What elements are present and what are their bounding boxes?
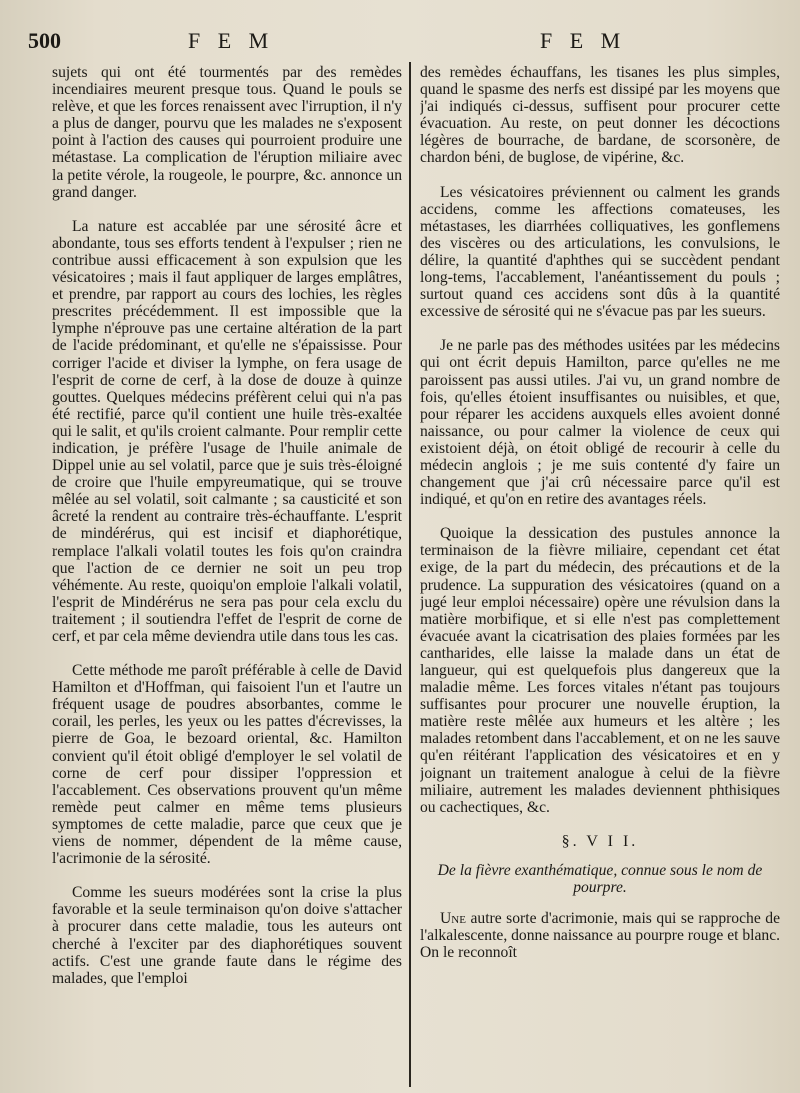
left-column <box>52 64 402 1084</box>
right-column <box>420 64 780 1084</box>
column-divider <box>409 62 411 1087</box>
section-number: §. V I I. <box>561 832 639 850</box>
running-head-right: F E M <box>540 28 627 53</box>
paragraph: Quoique la dessication des pustules annonce la terminaison de la fièvre miliaire, cependant cet état exige, de la part du médecin, des précautions et de la prudence. La suppuration des vésicatoires (quand on a jugé leur emploi nécessaire) opère une révulsion dans la matière morbifique, et si elle n'est pas complettement évacuée avant la cicatrisation des plaies formées par les cantharides, elle laisse la malade dans un état de langueur, qui est quelquefois plus dangereux que la maladie même. Les forces vitales n'étant pas toujours suffisantes pour procurer une nouvelle éruption, la matière reste mêlée aux humeurs et les altère ; les malades retombent dans l'accablement, et on ne les sauve qu'en réitérant l'application des vésicatoires et en y joignant un traitement analogue à celui de la fièvre miliaire, autrement les malades deviennent phthisiques ou cachectiques, &c. <box>420 525 780 816</box>
paragraph: sujets qui ont été tourmentés par des remèdes incendiaires meurent presque tous. Quand le pouls se relève, et que les forces renaissent avec l'irruption, il n'y a plus de danger, pourvu que les malades ne s'exposent point à l'action des causes qui pourroient produire une métastase. La complication de l'éruption miliaire avec la petite vérole, la rougeole, le pourpre, &c. annonce un grand danger. <box>52 64 402 201</box>
paragraph: des remèdes échauffans, les tisanes les plus simples, quand le spasme des nerfs est dissipé par les moyens que j'ai indiqués ci-dessus, suffisent pour procurer cette évacuation. Au reste, on peut donner les décoctions légères de bourrache, de bardane, de scorsonère, de chardon béni, de buglose, de vipérine, &c. <box>420 64 780 167</box>
section-title: De la fièvre exanthématique, connue sous le nom de pourpre. <box>437 861 763 897</box>
paragraph-text: autre sorte d'acrimonie, mais qui se rapproche de l'alkalescente, donne naissance au pourpre rouge et blanc. On le reconnoît <box>420 910 780 962</box>
paragraph <box>420 910 780 961</box>
page-number: 500 <box>28 28 61 53</box>
lead-word: Une <box>440 910 466 928</box>
paragraph: Les vésicatoires préviennent ou calment les grands accidens, comme les affections comateuses, les métastases, les diarrhées colliquatives, les gonflemens des viscères ou des articulations, les convulsions, le délire, la quantité d'aphthes qui se succèdent pendant long-tems, l'accablement, l'anéantissement du pouls ; surtout quand ces accidens sont dûs à la quantité excessive de sérosité qui ne s'évacue pas par les sueurs. <box>420 183 780 321</box>
paragraph: Cette méthode me paroît préférable à celle de David Hamilton et d'Hoffman, qui faisoient l'un et l'autre un fréquent usage de poudres absorbantes, comme le corail, les perles, les yeux ou les pattes d'écrevisses, la pierre de Goa, le bezoard oriental, &c. Hamilton convient qu'il étoit obligé d'employer le sel volatil de corne de cerf pour dissiper l'oppression et l'accablement. Ces observations prouvent qu'un même remède peut calmer en même tems plusieurs symptomes de cette maladie, parce que ceux que je viens de nommer, dépendent de la même cause, l'acrimonie de la sérosité. <box>52 662 402 868</box>
paragraph: Comme les sueurs modérées sont la crise la plus favorable et la seule terminaison qu'on doive s'attacher à procurer dans cette maladie, tous les auteurs ont cherché à l'exciter par des diaphorétiques souvent actifs. C'est une grande faute dans le régime des malades, que l'emploi <box>52 884 402 987</box>
page-header <box>0 28 800 58</box>
paragraph: Je ne parle pas des méthodes usitées par les médecins qui ont écrit depuis Hamilton, parce qu'elles ne me paroissent pas aussi utiles. J'ai vu, un grand nombre de fois, qu'elles étoient insuffisantes ou nuisibles, et que, pour réparer les accidens auxquels elles avoient donné naissance, ou pour calmer la violence de ceux qui existoient déjà, on étoit obligé de recourir à celle du médecin anglois ; je me suis contenté d'y faire un changement que j'ai crû nécessaire parce qu'il est indiqué, et qu'on en retire des avantages réels. <box>420 337 780 509</box>
paragraph: La nature est accablée par une sérosité âcre et abondante, tous ses efforts tendent à l'expulser ; rien ne contribue aussi efficacement à son expulsion que les vésicatoires ; mais il faut appliquer de larges emplâtres, et prendre, par rapport au cours des lochies, les règles prescrites précédemment. Il est impossible que la lymphe n'éprouve pas une certaine altération de la part de l'acide prédominant, et qu'elle ne s'épaississe. Pour corriger l'acide et diviser la lymphe, on fera usage de l'esprit de corne de cerf, à la dose de douze à quinze gouttes. Quelques médecins préfèrent celui qui n'a pas été rectifié, parce qu'il contient une huile très-exaltée qui le salit, et qu'ils croient calmante. Pour remplir cette indication, je préfère l'usage de l'huile animale de Dippel unie au sel volatil, parce que je suis très-éloigné de croire que l'huile empyreumatique, qui se trouve mêlée au sel volatil, soit calmante ; sa causticité et son âcreté la rendent au contraire très-échauffante. L'esprit de mindérérus, qui est incisif et diaphorétique, remplace l'alkali volatil toutes les fois qu'on craindra que l'action de ce dernier ne soit un peu trop véhémente. Au reste, quoiqu'on emploie l'alkali volatil, l'esprit de Mindérérus ne sera pas pour cela exclu du traitement ; il soutiendra l'effet de l'esprit de corne de cerf, et par cela même deviendra utile dans tous les cas. <box>52 217 402 645</box>
running-head-left: F E M <box>188 28 275 53</box>
